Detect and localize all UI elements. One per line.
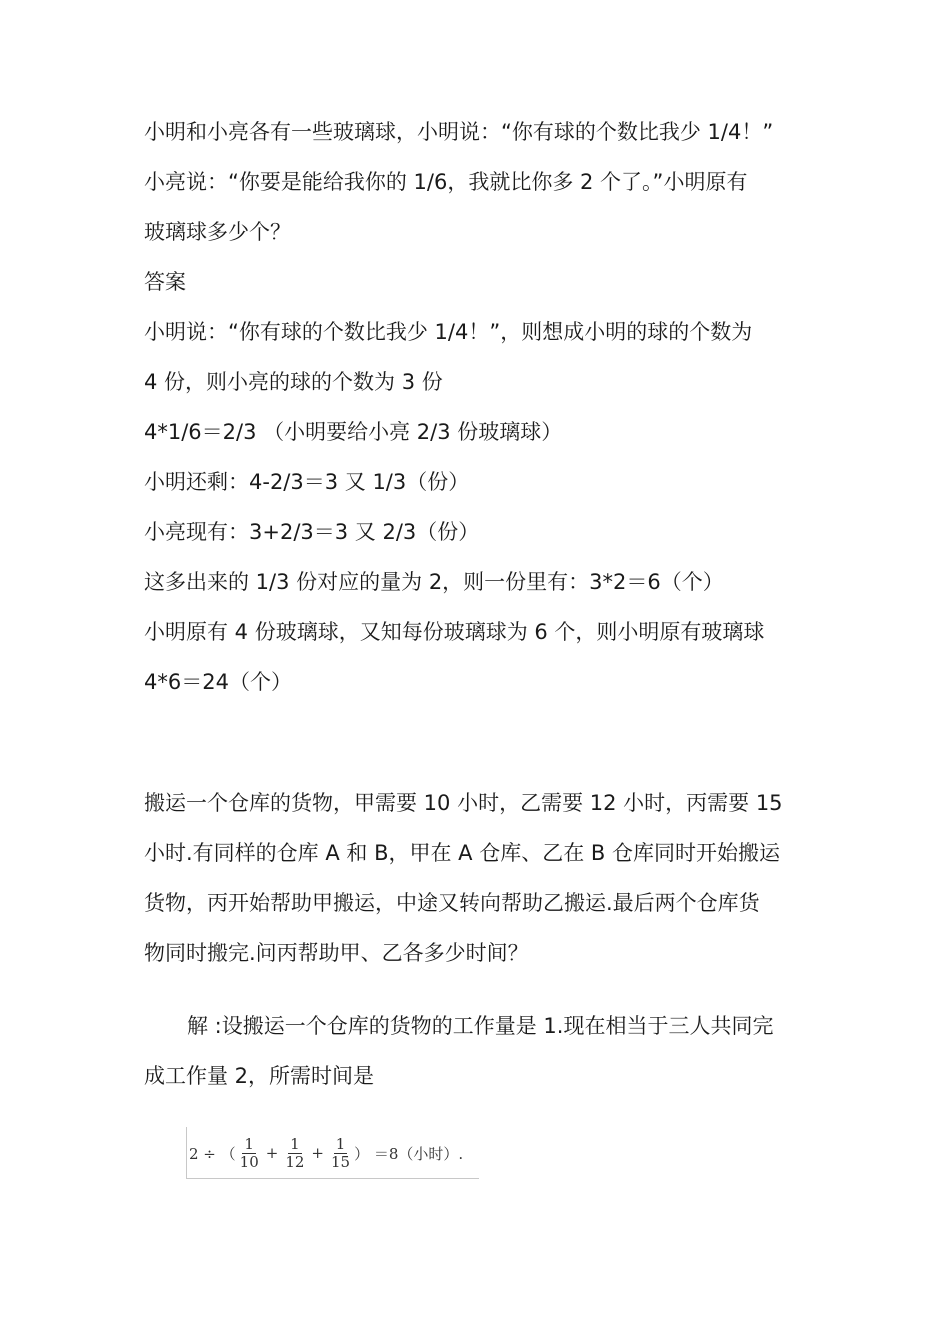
plus-sign: + xyxy=(265,1144,279,1162)
fraction xyxy=(238,1136,261,1171)
plus-sign: + xyxy=(311,1144,324,1162)
answer-line: 小明还剩：4-2/3＝3 又 1/3（份） xyxy=(144,470,470,494)
problem2-question-line: 小时.有同样的仓库 A 和 B，甲在 A 仓库、乙在 B 仓库同时开始搬运 xyxy=(144,841,780,865)
problem1-question-line: 小亮说：“你要是能给我你的 1/6，我就比你多 2 个了。”小明原有 xyxy=(144,170,748,194)
problem2-question-line: 搬运一个仓库的货物，甲需要 10 小时，乙需要 12 小时，丙需要 15 xyxy=(144,791,783,815)
answer-line: 小亮现有：3+2/3＝3 又 2/3（份） xyxy=(144,520,480,544)
solution-line: 解 :设搬运一个仓库的货物的工作量是 1.现在相当于三人共同完 xyxy=(187,1014,774,1038)
formula xyxy=(189,1131,463,1175)
fraction-denominator: 10 xyxy=(239,1152,259,1171)
answer-line: 小明原有 4 份玻璃球，又知每份玻璃球为 6 个，则小明原有玻璃球 xyxy=(144,620,765,644)
problem1-question-line: 小明和小亮各有一些玻璃球，小明说：“你有球的个数比我少 1/4！” xyxy=(144,120,774,144)
fraction-denominator: 12 xyxy=(285,1152,305,1171)
answer-heading: 答案 xyxy=(144,270,186,294)
formula-image xyxy=(186,1127,479,1179)
fraction xyxy=(283,1136,306,1171)
answer-line: 4*6＝24（个） xyxy=(144,670,292,694)
problem2-question-line: 物同时搬完.问丙帮助甲、乙各多少时间？ xyxy=(144,941,529,965)
fraction-numerator: 1 xyxy=(244,1134,254,1153)
fraction-denominator: 15 xyxy=(331,1152,351,1171)
fraction xyxy=(329,1136,352,1171)
answer-line: 4 份，则小亮的球的个数为 3 份 xyxy=(144,370,443,394)
fraction-numerator: 1 xyxy=(335,1134,346,1153)
problem1-question-line: 玻璃球多少个？ xyxy=(144,220,291,244)
problem2-question-line: 货物，丙开始帮助甲搬运，中途又转向帮助乙搬运.最后两个仓库货 xyxy=(144,891,760,915)
fraction-numerator: 1 xyxy=(290,1134,300,1153)
formula-tail: ） ＝8（小时）. xyxy=(354,1144,464,1163)
formula-lead: 2 ÷ （ xyxy=(189,1144,236,1163)
solution-line: 成工作量 2，所需时间是 xyxy=(144,1064,375,1088)
answer-line: 这多出来的 1/3 份对应的量为 2，则一份里有：3*2＝6（个） xyxy=(144,570,724,594)
answer-line: 4*1/6＝2/3 （小明要给小亮 2/3 份玻璃球） xyxy=(144,420,563,444)
answer-line: 小明说：“你有球的个数比我少 1/4！”，则想成小明的球的个数为 xyxy=(144,320,753,344)
